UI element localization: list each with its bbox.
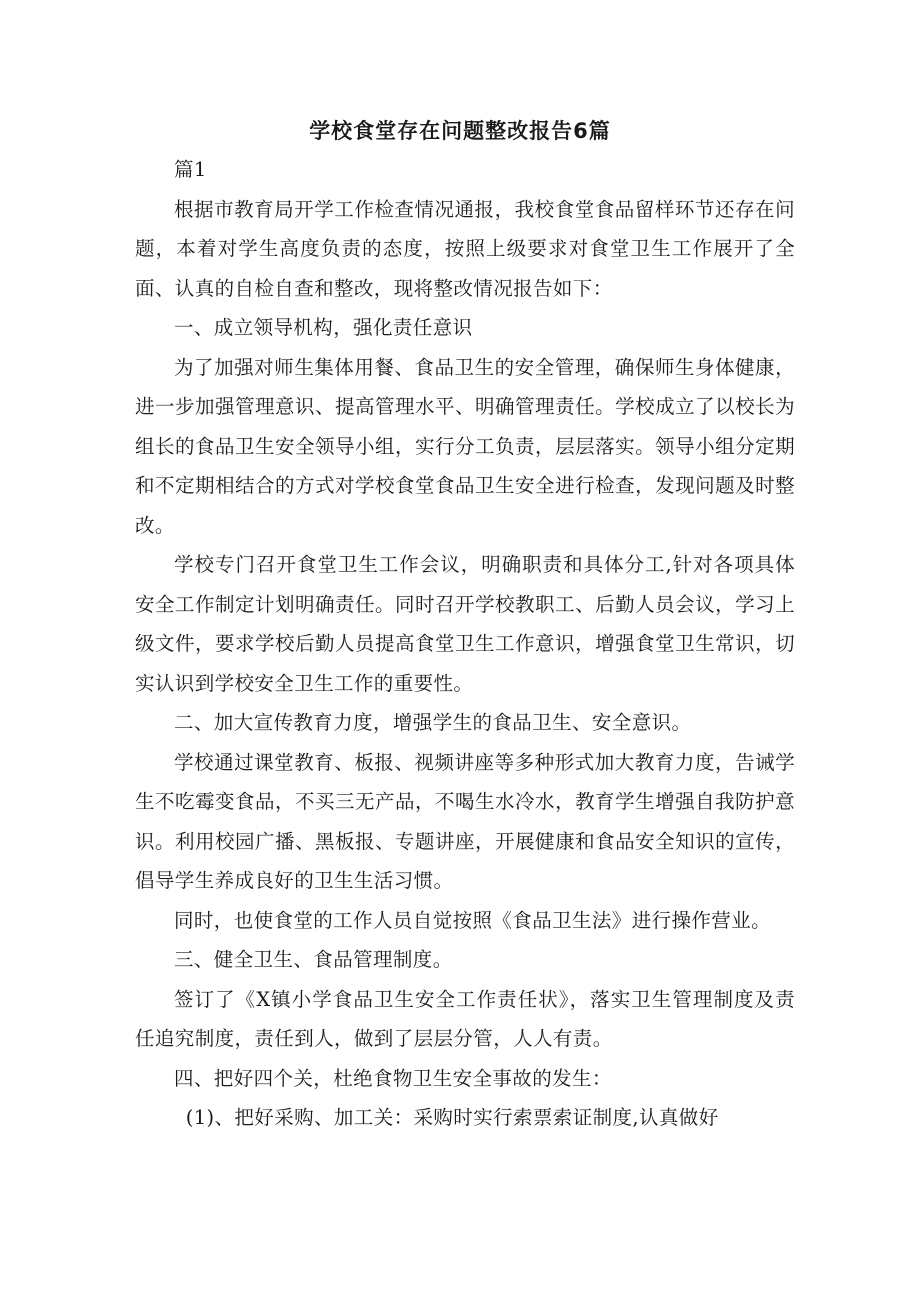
paragraph: 同时，也使食堂的工作人员自觉按照《食品卫生法》进行操作营业。 xyxy=(174,908,772,932)
paragraph: 签订了《X镇小学食品卫生安全工作责任状》，落实卫生管理制度及责任追究制度，责任到人，做到了层层分管，人人有责。 xyxy=(135,987,795,1050)
paragraph: 为了加强对师生集体用餐、食品卫生的安全管理，确保师生身体健康，进一步加强管理意识、提高管理水平、明确管理责任。学校成立了以校长为组长的食品卫生安全领导小组，实行分工负责，层层落实。领导小组分定期和不定期相结合的方式对学校食堂食品卫生安全进行检查，发现问题及时整改。 xyxy=(135,355,795,537)
paragraph: 学校专门召开食堂卫生工作会议，明确职责和具体分工,针对各项具体安全工作制定计划明确责任。同时召开学校教职工、后勤人员会议，学习上级文件，要求学校后勤人员提高食堂卫生工作意识，增强食堂卫生常识，切实认识到学校安全卫生工作的重要性。 xyxy=(135,553,795,695)
section-heading: 四、把好四个关，杜绝食物卫生安全事故的发生： xyxy=(174,1066,612,1090)
section-heading: 一、成立领导机构，强化责任意识 xyxy=(174,316,473,339)
paragraph: 学校通过课堂教育、板报、视频讲座等多种形式加大教育力度，告诫学生不吃霉变食品，不买三无产品，不喝生水冷水，教育学生增强自我防护意识。利用校园广播、黑板报、专题讲座，开展健康和食品安全知识的宣传，倡导学生养成良好的卫生生活习惯。 xyxy=(135,750,795,892)
paragraph: 根据市教育局开学工作检查情况通报，我校食堂食品留样环节还存在问题，本着对学生高度负责的态度，按照上级要求对食堂卫生工作展开了全面、认真的自检自查和整改，现将整改情况报告如下： xyxy=(135,197,795,300)
list-item: (1)、把好采购、加工关：采购时实行索票索证制度,认真做好 xyxy=(185,1106,719,1129)
document-title: 学校食堂存在问题整改报告6篇 xyxy=(309,119,611,143)
document-body xyxy=(135,150,795,1138)
section-label: 篇1 xyxy=(174,158,207,181)
section-heading: 二、加大宣传教育力度，增强学生的食品卫生、安全意识。 xyxy=(174,711,692,734)
section-heading: 三、健全卫生、食品管理制度。 xyxy=(174,948,453,971)
